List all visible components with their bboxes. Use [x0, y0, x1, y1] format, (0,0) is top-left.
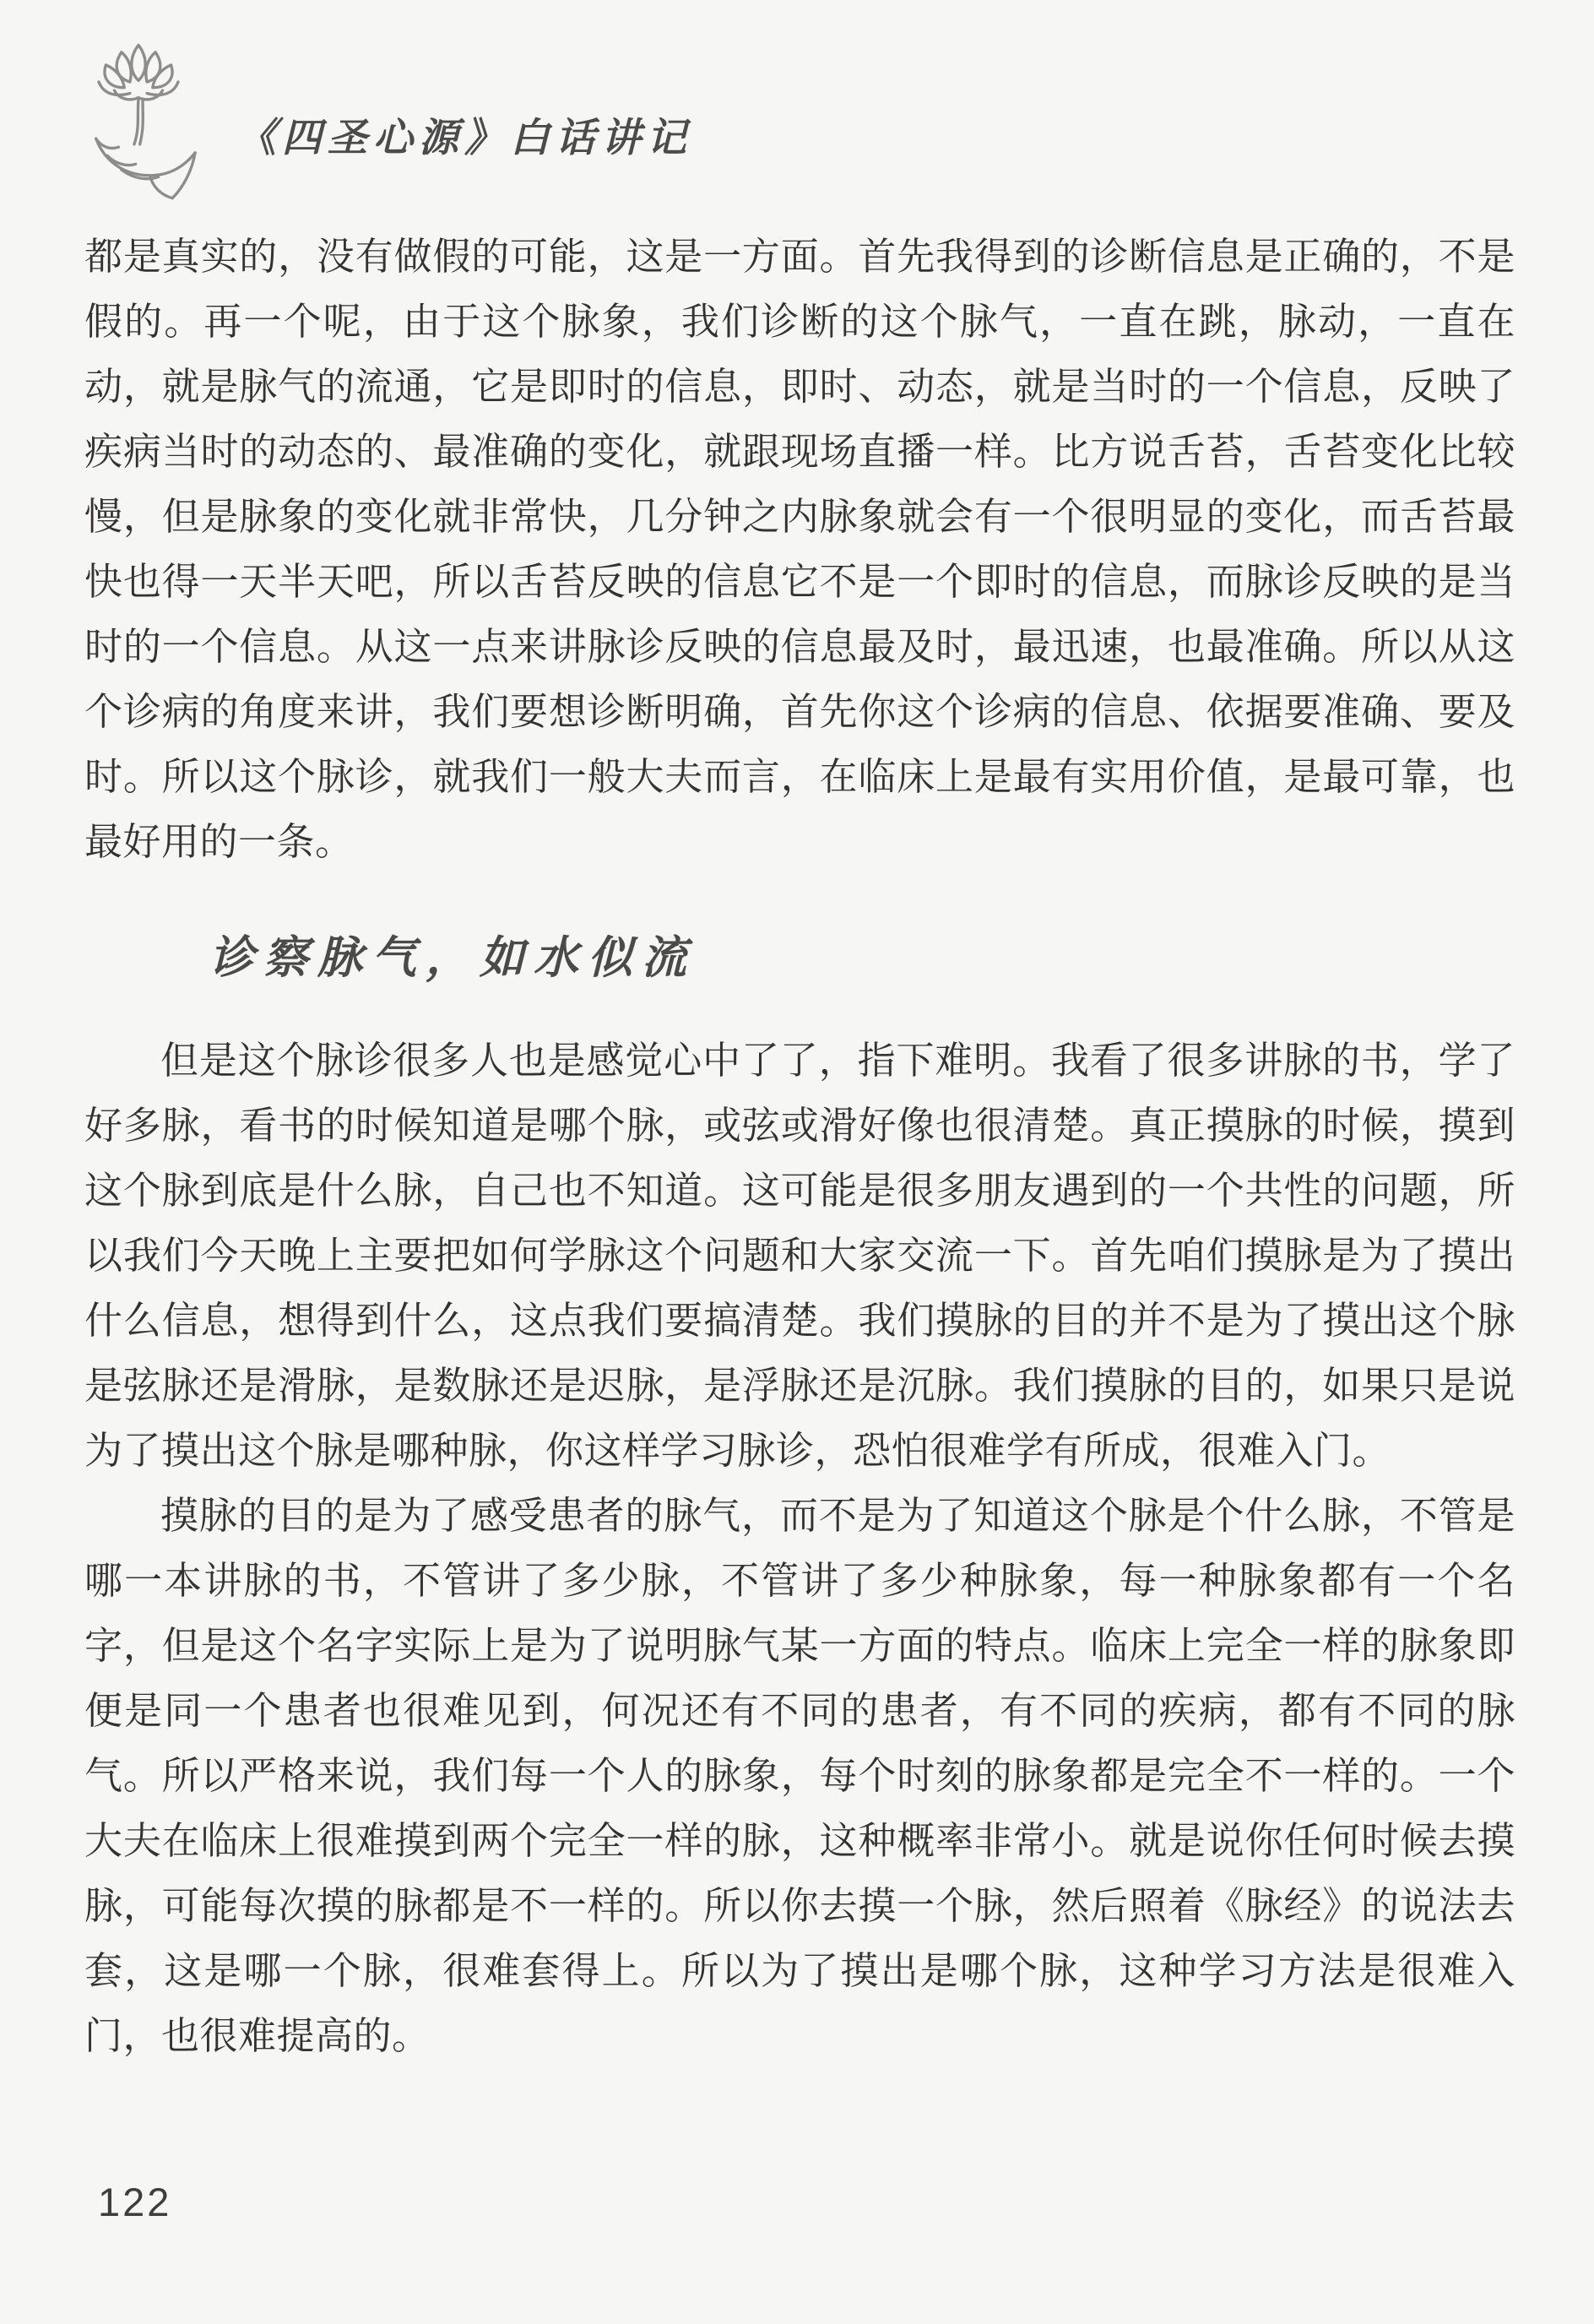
book-title: 《四圣心源》白话讲记 — [236, 117, 692, 160]
page-number: 122 — [98, 2180, 172, 2224]
body-paragraph-1: 都是真实的，没有做假的可能，这是一方面。首先我得到的诊断信息是正确的，不是假的。再一个呢，由于这个脉象，我们诊断的这个脉气，一直在跳，脉动，一直在动，就是脉气的流通，它是即时的信息，即时、动态，就是当时的一个信息，反映了疾病当时的动态的、最准确的变化，就跟现场直播一样。比方说舌苔，舌苔变化比较慢，但是脉象的变化就非常快，几分钟之内脉象就会有一个很明显的变化，而舌苔最快也得一天半天吧，所以舌苔反映的信息它不是一个即时的信息，而脉诊反映的是当时的一个信息。从这一点来讲脉诊反映的信息最及时，最迅速，也最准确。所以从这个诊病的角度来讲，我们要想诊断明确，首先你这个诊病的信息、依据要准确、要及时。所以这个脉诊，就我们一般大夫而言，在临床上是最有实用价值，是最可靠，也最好用的一条。 — [84, 236, 1515, 863]
lotus-in-hand-icon — [68, 34, 209, 209]
section-heading: 诊察脉气，如水似流 — [209, 934, 696, 983]
page-body — [84, 225, 1515, 2069]
body-paragraph-3: 摸脉的目的是为了感受患者的脉气，而不是为了知道这个脉是个什么脉，不管是哪一本讲脉的书，不管讲了多少脉，不管讲了多少种脉象，每一种脉象都有一个名字，但是这个名字实际上是为了说明脉气某一方面的特点。临床上完全一样的脉象即便是同一个患者也很难见到，何况还有不同的患者，有不同的疾病，都有不同的脉气。所以严格来说，我们每一个人的脉象，每个时刻的脉象都是完全不一样的。一个大夫在临床上很难摸到两个完全一样的脉，这种概率非常小。就是说你任何时候去摸脉，可能每次摸的脉都是不一样的。所以你去摸一个脉，然后照着《脉经》的说法去套，这是哪一个脉，很难套得上。所以为了摸出是哪个脉，这种学习方法是很难入门，也很难提高的。 — [84, 1495, 1515, 2057]
page-header — [68, 29, 1518, 206]
body-paragraph-2: 但是这个脉诊很多人也是感觉心中了了，指下难明。我看了很多讲脉的书，学了好多脉，看书的时候知道是哪个脉，或弦或滑好像也很清楚。真正摸脉的时候，摸到这个脉到底是什么脉，自己也不知道。这可能是很多朋友遇到的一个共性的问题，所以我们今天晚上主要把如何学脉这个问题和大家交流一下。首先咱们摸脉是为了摸出什么信息，想得到什么，这点我们要搞清楚。我们摸脉的目的并不是为了摸出这个脉是弦脉还是滑脉，是数脉还是迟脉，是浮脉还是沉脉。我们摸脉的目的，如果只是说为了摸出这个脉是哪种脉，你这样学习脉诊，恐怕很难学有所成，很难入门。 — [84, 1040, 1515, 1472]
